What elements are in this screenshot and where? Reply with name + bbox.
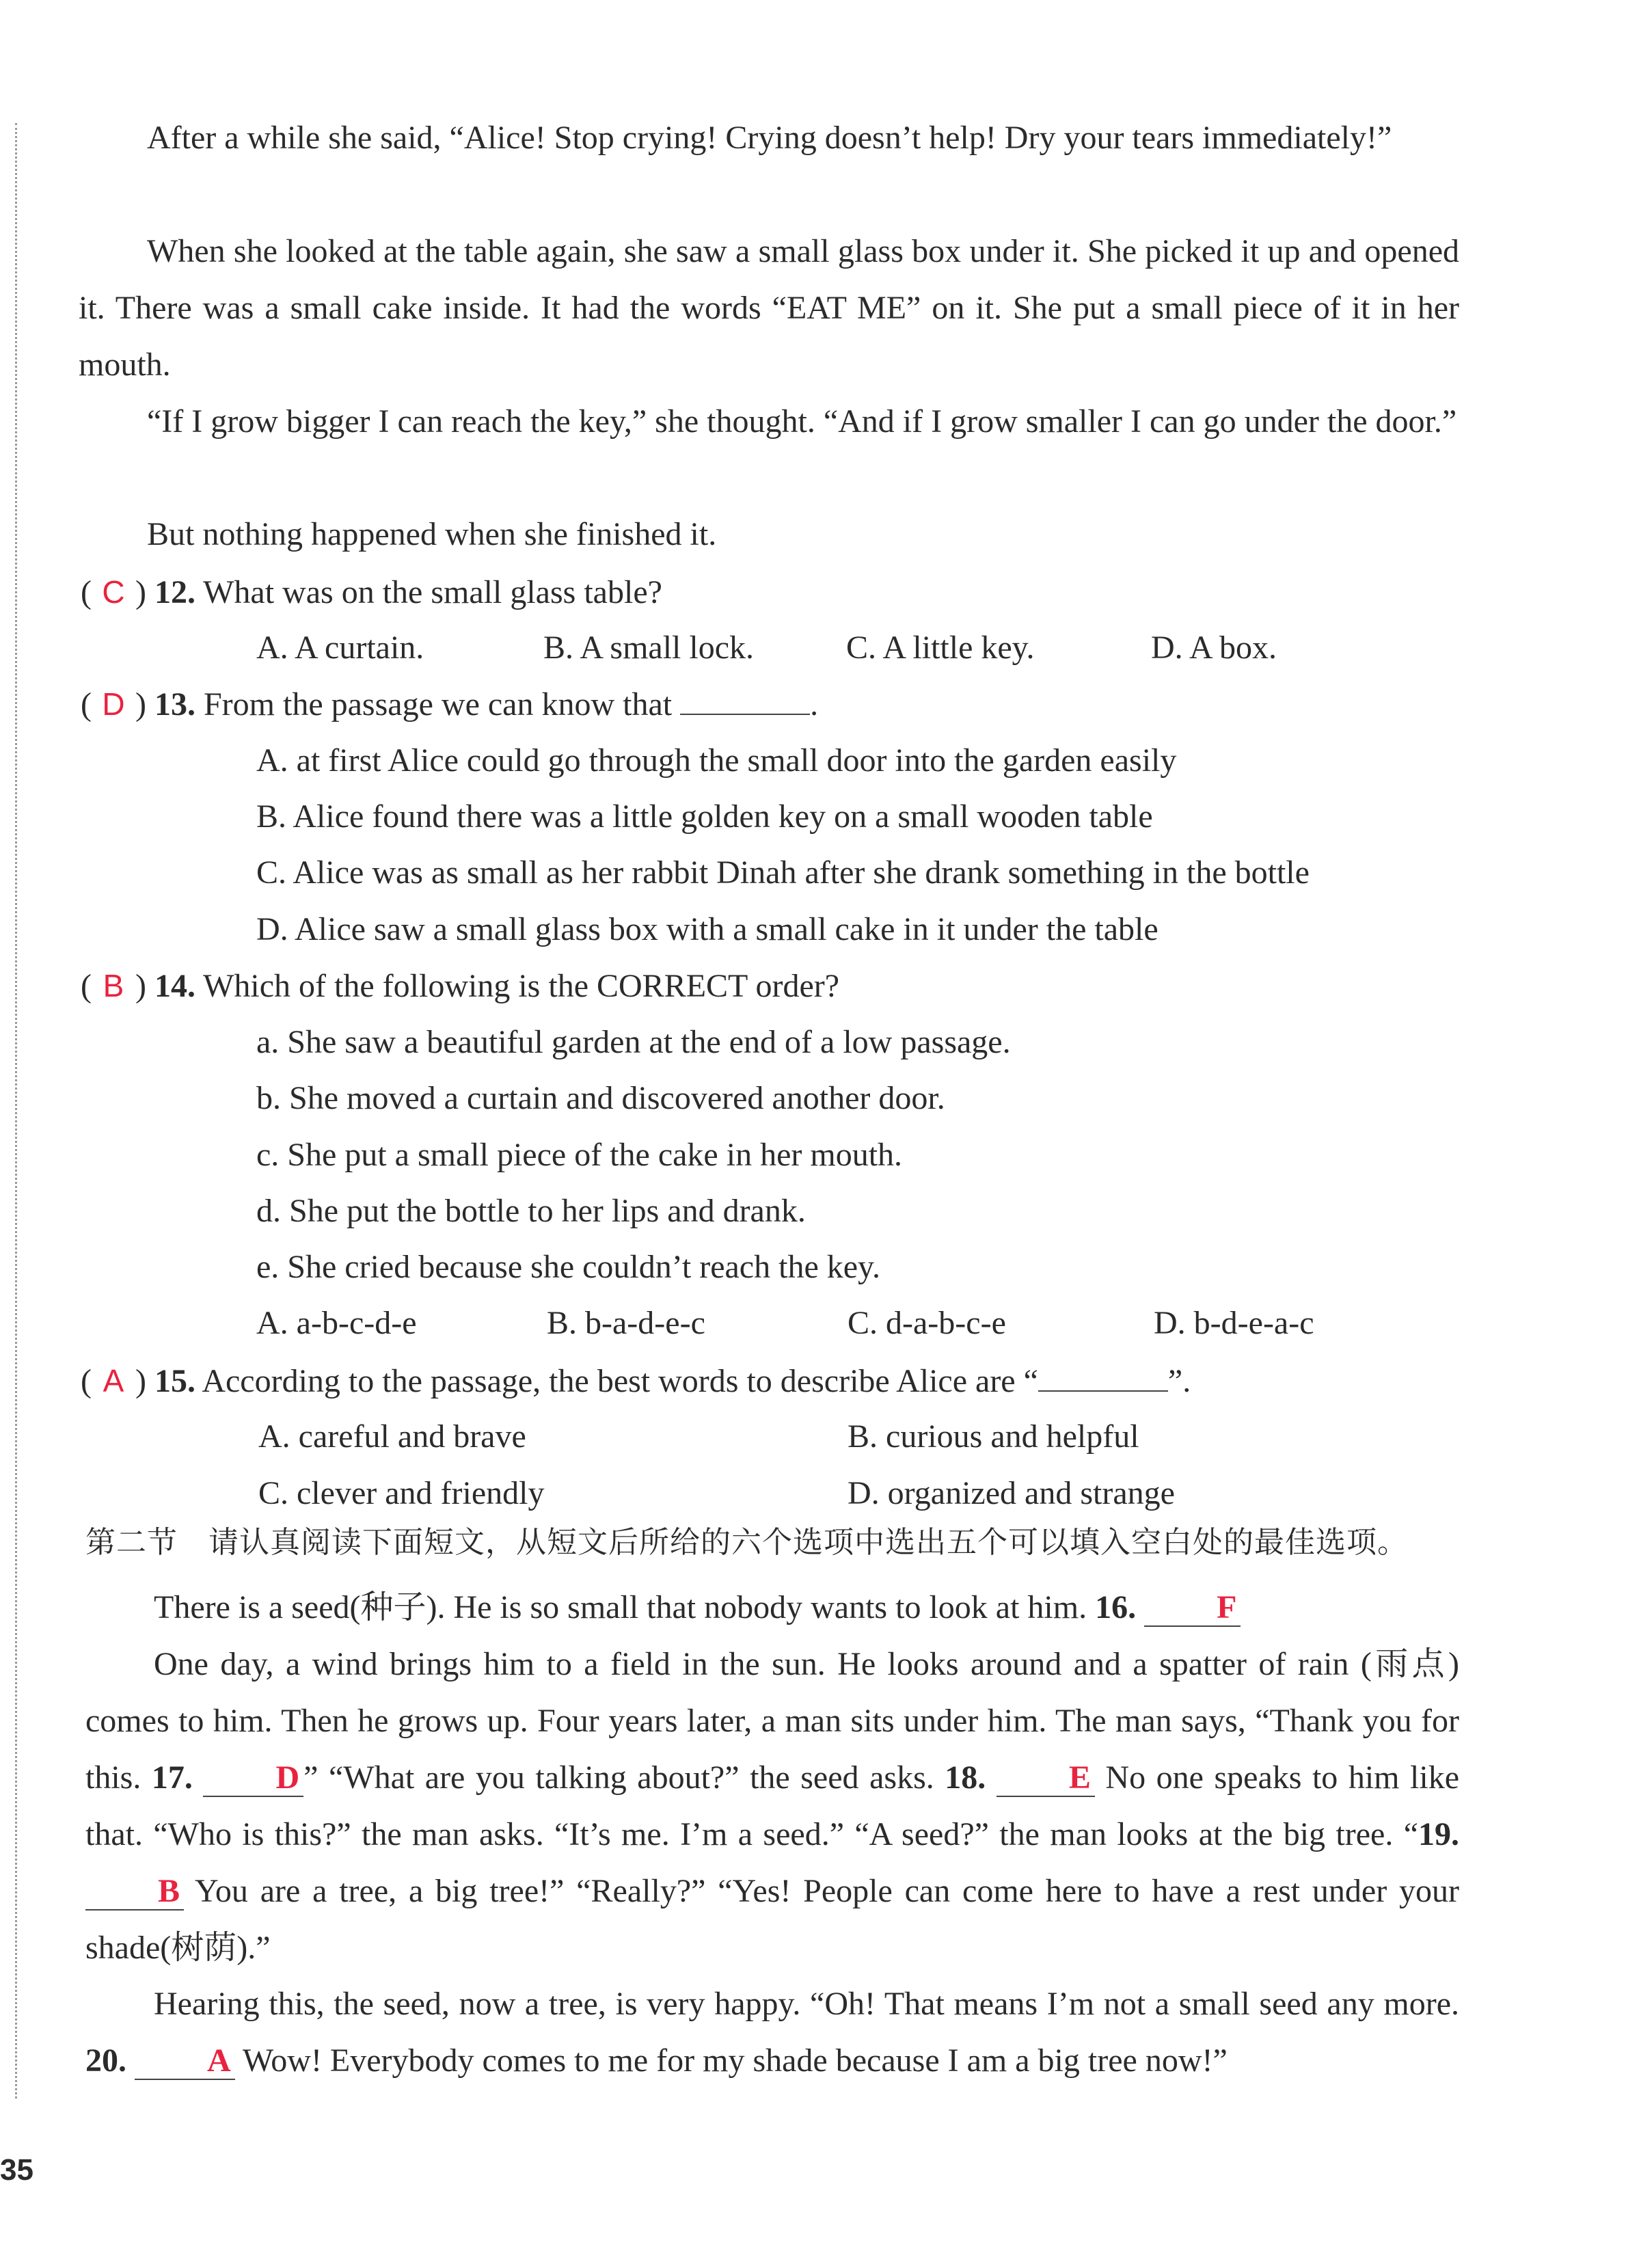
passage-paragraph-2: When she looked at the table again, she saw a small glass box under it. She picked it up and opened it. There was a small cake inside. It had the words “EAT ME” on it. She put a small piece of it in her mouth. [79,233,1459,383]
answer-15: A [103,1363,124,1399]
question-15-blank [1038,1363,1168,1392]
option-12-b: B. A small lock. [543,630,755,666]
option-14-a: A. a-b-c-d-e [256,1305,417,1341]
question-13-stem-line: ( D ) 13. From the passage we can know that . [81,684,818,725]
option-15-d: D. organized and strange [848,1475,1175,1511]
blank-18-answer: E [997,1760,1095,1797]
seed-paragraph-2: One day, a wind brings him to a field in the sun. He looks around and a spatter of rain (雨点) comes to him. Then he grows up. Four years later, a man sits under him. The man says, “Thank you for this. 17. D ” “What are you talking about?” the seed asks. 18. E No one speaks to him like that. “Who is this?” the man asks. “It’s me. I’m a seed.” “A seed?” the man looks at the big tree. “19. B You are a tree, a big tree!” “Really?” “Yes! People can come here to have a rest under your shade(树荫).” [85,1646,1460,1966]
blank-16-answer: F [1144,1590,1241,1627]
blank-17-answer: D [203,1760,303,1797]
question-13-blank [680,686,810,715]
option-14-b: B. b-a-d-e-c [547,1305,705,1341]
binding-margin-line [15,123,17,2098]
option-12-a: A. A curtain. [256,630,424,666]
event-14-e: e. She cried because she couldn’t reach the key. [256,1249,880,1285]
passage-paragraph-3: “If I grow bigger I can reach the key,” she thought. “And if I grow smaller I can go under the door.” [147,403,1457,440]
answer-14: B [103,968,124,1003]
seed-paragraph-3: Hearing this, the seed, now a tree, is very happy. “Oh! That means I’m not a small seed any more. 20. A Wow! Everybody comes to me for my shade because I am a big tree now!” [85,1986,1459,2079]
option-14-d: D. b-d-e-a-c [1154,1305,1314,1341]
option-12-d: D. A box. [1151,630,1277,666]
question-14-stem-line: ( B ) 14. Which of the following is the CORRECT order? [81,965,839,1007]
section-2-heading: 第二节 请认真阅读下面短文，从短文后所给的六个选项中选出五个可以填入空白处的最佳选项。 [85,1525,1408,1560]
blank-19-answer: B [85,1874,184,1911]
option-13-b: B. Alice found there was a little golden key on a small wooden table [256,798,1153,835]
option-15-b: B. curious and helpful [848,1418,1139,1455]
answer-12: C [102,574,125,610]
answer-13: D [102,686,125,722]
question-12-stem: What was on the small glass table? [203,574,662,610]
option-13-c: C. Alice was as small as her rabbit Dinah after she drank something in the bottle [256,854,1310,891]
option-15-c: C. clever and friendly [258,1475,545,1511]
event-14-b: b. She moved a curtain and discovered another door. [256,1080,945,1116]
question-15-stem-line: ( A ) 15. According to the passage, the best words to describe Alice are “ ”. [81,1360,1191,1402]
event-14-d: d. She put the bottle to her lips and drank. [256,1193,806,1229]
passage-paragraph-4: But nothing happened when she finished it. [147,516,717,552]
blank-20-answer: A [135,2043,235,2080]
event-14-c: c. She put a small piece of the cake in her mouth. [256,1137,903,1173]
option-14-c: C. d-a-b-c-e [848,1305,1006,1341]
option-13-a: A. at first Alice could go through the small door into the garden easily [256,742,1177,779]
option-15-a: A. careful and brave [258,1418,526,1455]
passage-paragraph-1: After a while she said, “Alice! Stop crying! Crying doesn’t help! Dry your tears immediately!” [147,120,1392,156]
question-15-stem: According to the passage, the best words to describe Alice are [202,1363,1016,1399]
option-13-d: D. Alice saw a small glass box with a small cake in it under the table [256,911,1158,947]
seed-paragraph-1: There is a seed(种子). He is so small that nobody wants to look at him. 16. F [85,1579,1459,1636]
question-12-stem-line: ( C ) 12. What was on the small glass table? [81,571,662,613]
question-14-stem: Which of the following is the CORRECT order? [203,968,840,1004]
event-14-a: a. She saw a beautiful garden at the end of a low passage. [256,1024,1011,1060]
question-13-stem: From the passage we can know that [203,686,673,723]
page-number: 35 [0,2153,33,2187]
option-12-c: C. A little key. [846,630,1035,666]
